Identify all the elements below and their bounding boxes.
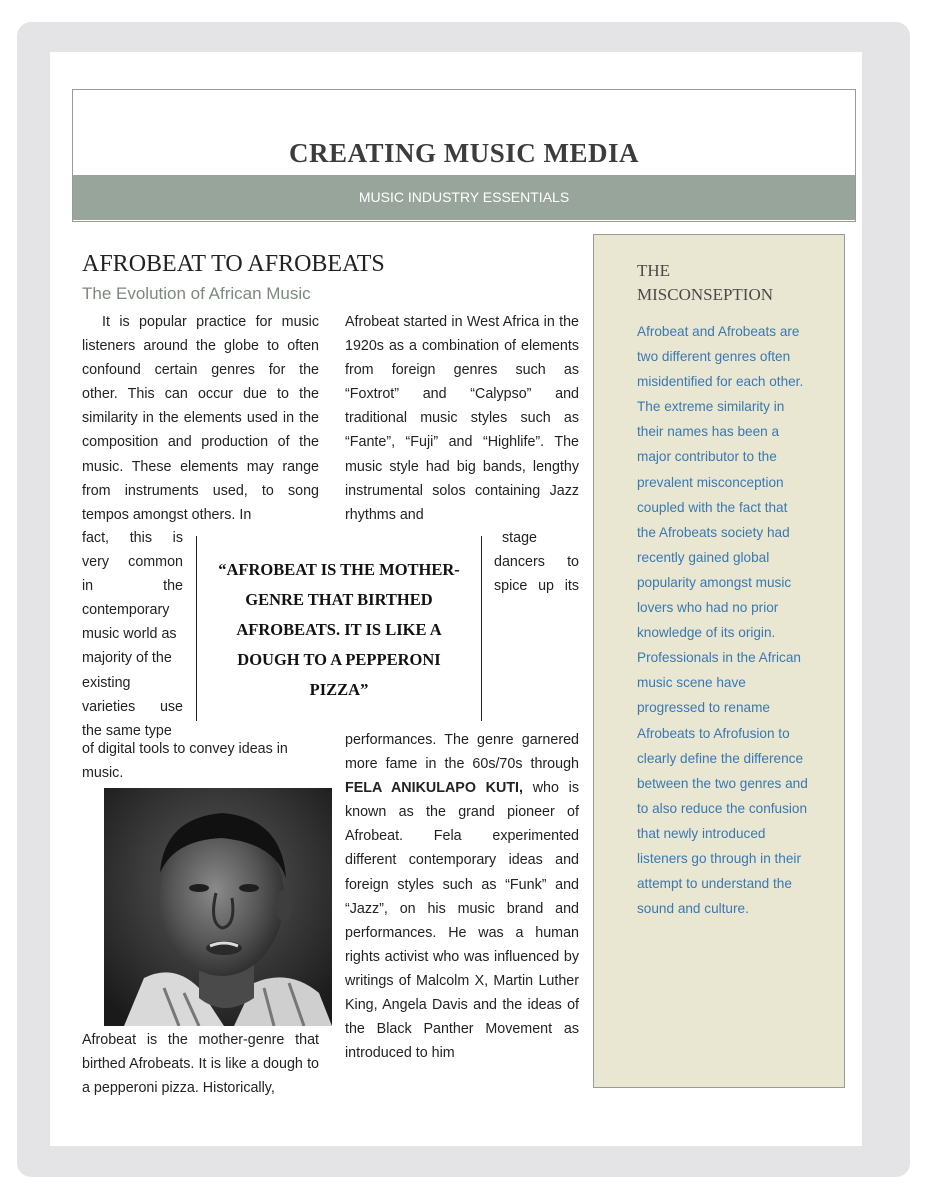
right-paragraph-2 — [345, 728, 579, 1065]
left-wrap-end — [82, 737, 319, 785]
wrap-line: majority of the — [82, 650, 172, 667]
wrap-line: fact, this is — [82, 530, 183, 546]
wrap-line: music world as — [82, 626, 177, 643]
wrap-line: stage — [502, 530, 537, 546]
header — [72, 89, 856, 222]
wrap-line: in the — [82, 578, 183, 595]
wrap-line: very common — [82, 554, 183, 571]
right-col-bottom — [345, 728, 579, 1065]
sidebar — [593, 234, 845, 1088]
sidebar-title: THE MISCONSEPTION — [637, 261, 774, 304]
wrap-line: spice up its — [494, 578, 579, 595]
right-text: performances. The genre garnered more fame in the 60s/70s through — [345, 732, 579, 773]
left-col-bottom — [82, 1028, 319, 1100]
left-paragraph-1: It is popular practice for music listeners around the globe to often confound certain genres for the other. This can occur due to the similarity in the elements used in the composition and production of the music. These elements may range from instruments used, to song tempos amongst others. In — [82, 314, 319, 523]
fela-name: FELA ANIKULAPO KUTI, — [345, 780, 524, 797]
right-text: who is known as the grand pioneer of Afrobeat. Fela experimented different contemporary ideas and foreign styles such as “Funk” and “Jazz”, on his music brand and performances. He was a human rights activist who was influenced by writings of Malcolm X, Martin Luther King, Angela Davis and the ideas of the Black Panther Movement as introduced to him — [345, 780, 579, 1062]
wrap-line: varieties use — [82, 698, 183, 715]
sidebar-body: Afrobeat and Afrobeats are two different genres often misidentified for each other. The extreme similarity in their names has been a major contributor to the prevalent misconception coupled with the fact that the Afrobeats society had recently gained global popularity amongst music lovers who had no prior knowledge of its origin. Professionals in the African music scene have progressed to rename Afrobeats to Afrofusion to clearly define the difference between the two genres and to also reduce the confusion that newly introduced listeners go through in their attempt to understand the sound and culture. — [637, 324, 808, 917]
wrap-line: contemporary — [82, 602, 170, 619]
pull-quote-text: “AFROBEAT IS THE MOTHER-GENRE THAT BIRTHED AFROBEATS. IT IS LIKE A DOUGH TO A PEPPERONI PIZZA” — [218, 560, 460, 699]
right-wrap — [494, 526, 579, 598]
article-subtitle: The Evolution of African Music — [82, 284, 311, 303]
left-paragraph-2: Afrobeat is the mother-genre that birthed Afrobeats. It is like a dough to a pepperoni pizza. Historically, — [82, 1032, 319, 1097]
wrap-line: the same type — [82, 722, 172, 739]
right-paragraph-1: Afrobeat started in West Africa in the 1920s as a combination of elements from foreign genres such as “Foxtrot” and “Calypso” and traditional music styles such as “Fante”, “Fuji” and “Highlife”. The music style had big bands, lengthy instrumental solos containing Jazz rhythms and — [345, 314, 579, 523]
page-title: CREATING MUSIC MEDIA — [288, 138, 640, 168]
header-band: MUSIC INDUSTRY ESSENTIALS — [73, 175, 855, 220]
wrap-line: dancers to — [494, 554, 579, 571]
left-wrap — [82, 526, 183, 743]
right-col-top — [345, 310, 579, 527]
wrap-line: existing — [82, 674, 131, 691]
article-title: AFROBEAT TO AFROBEATS — [82, 251, 385, 277]
left-col-top — [82, 310, 319, 527]
left-paragraph-1-end: of digital tools to convey ideas in music. — [82, 741, 288, 782]
pull-quote — [196, 536, 482, 721]
fela-kuti-photo — [104, 788, 332, 1026]
